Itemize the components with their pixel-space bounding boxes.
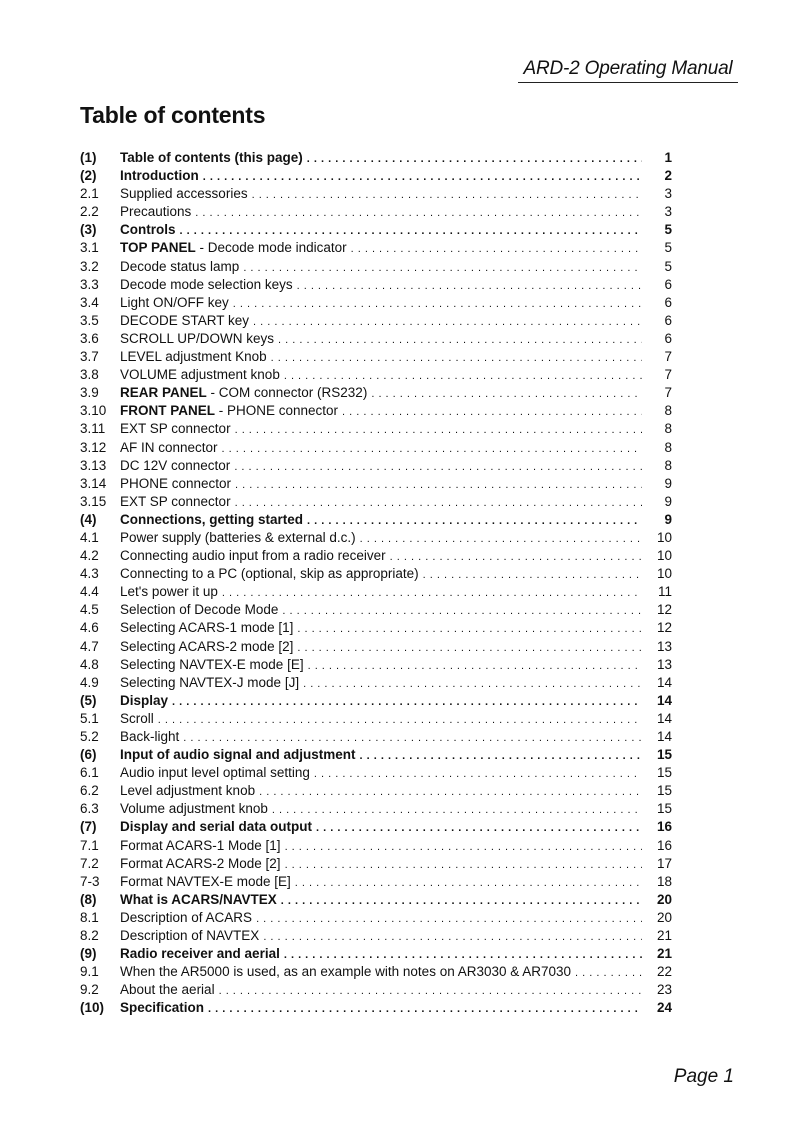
toc-entry[interactable]: [80, 259, 672, 277]
toc-entry-title: Connecting audio input from a radio receiver: [120, 548, 386, 564]
toc-entry-leader-dots: [575, 967, 642, 979]
toc-entry-leader-dots: [235, 479, 642, 491]
toc-entry-title: Power supply (batteries & external d.c.): [120, 529, 356, 545]
toc-entry-page: 7: [664, 349, 672, 365]
table-of-contents: [80, 150, 672, 1019]
toc-entry[interactable]: [80, 639, 672, 657]
toc-entry-number: 6.3: [80, 801, 99, 817]
toc-entry[interactable]: [80, 838, 672, 856]
toc-entry-page: 8: [664, 439, 672, 455]
toc-entry-page: 3: [664, 186, 672, 202]
toc-entry-title: EXT SP connector: [120, 421, 231, 437]
toc-entry-leader-dots: [271, 352, 642, 364]
toc-entry-title: Supplied accessories: [120, 186, 248, 202]
toc-entry-number: 3.10: [80, 403, 107, 419]
toc-entry-leader-dots: [234, 461, 642, 473]
toc-entry[interactable]: [80, 476, 672, 494]
toc-entry-page: 18: [656, 873, 672, 889]
toc-entry-number: 8.2: [80, 928, 99, 944]
toc-entry-number: (6): [80, 747, 97, 763]
toc-entry-number: 3.9: [80, 385, 99, 401]
toc-entry-title: Connecting to a PC (optional, skip as appropriate): [120, 566, 419, 582]
toc-entry-title-sub: - COM connector (RS232): [206, 385, 368, 401]
toc-entry-number: 3.14: [80, 475, 107, 491]
toc-entry[interactable]: [80, 277, 672, 295]
toc-entry-title: Volume adjustment knob: [120, 801, 268, 817]
toc-entry-title: Selecting NAVTEX-J mode [J]: [120, 674, 300, 690]
toc-entry-title: AF IN connector: [120, 439, 218, 455]
toc-entry[interactable]: [80, 584, 672, 602]
toc-entry-number: 2.1: [80, 186, 99, 202]
toc-entry-number: 3.6: [80, 330, 99, 346]
toc-entry[interactable]: [80, 856, 672, 874]
toc-entry-page: 5: [664, 258, 672, 274]
toc-entry-title-lead: TOP PANEL: [120, 240, 196, 256]
toc-entry-title: [120, 403, 338, 418]
toc-entry-title: Level adjustment knob: [120, 783, 256, 799]
toc-entry[interactable]: [80, 530, 672, 548]
toc-entry[interactable]: [80, 892, 672, 910]
running-header: [518, 58, 738, 83]
toc-entry-number: (5): [80, 692, 97, 708]
toc-entry-leader-dots: [180, 225, 643, 237]
toc-entry-title: Back-light: [120, 729, 180, 744]
toc-entry-page: 20: [656, 891, 672, 907]
toc-entry-page: 12: [656, 602, 672, 618]
toc-entry-leader-dots: [259, 786, 642, 798]
toc-entry-number: 8.1: [80, 909, 99, 925]
toc-entry-number: (9): [80, 946, 97, 962]
toc-entry-leader-dots: [252, 189, 642, 201]
toc-entry-number: 6.1: [80, 765, 99, 781]
toc-entry-number: 3.5: [80, 312, 99, 328]
toc-entry-leader-dots: [172, 696, 642, 708]
toc-entry-title: Format ACARS-1 Mode [1]: [120, 837, 281, 853]
toc-entry[interactable]: [80, 421, 672, 439]
toc-entry-number: 4.4: [80, 584, 99, 600]
toc-entry-title: Format ACARS-2 Mode [2]: [120, 855, 281, 871]
toc-entry-number: (10): [80, 1000, 105, 1016]
toc-entry-leader-dots: [203, 171, 642, 183]
toc-entry-page: 17: [656, 855, 672, 871]
toc-entry[interactable]: [80, 548, 672, 566]
toc-entry-number: (3): [80, 222, 97, 238]
toc-entry-page: 14: [656, 674, 672, 690]
toc-entry-number: 6.2: [80, 783, 99, 799]
toc-entry-title: Selecting ACARS-2 mode [2]: [120, 638, 294, 654]
toc-entry-leader-dots: [222, 443, 642, 455]
toc-entry-title: Display: [120, 692, 169, 708]
toc-entry[interactable]: [80, 693, 672, 711]
toc-entry-page: 23: [656, 982, 672, 998]
toc-entry-leader-dots: [222, 587, 642, 599]
toc-entry-title: [120, 240, 347, 255]
manual-title: ARD-2 Operating Manual: [523, 58, 733, 79]
toc-entry-page: 10: [656, 529, 672, 545]
toc-entry-page: 5: [664, 222, 672, 238]
toc-entry-title: Specification: [120, 1000, 205, 1016]
toc-entry-title: Display and serial data output: [120, 819, 313, 835]
toc-entry-number: (8): [80, 891, 97, 907]
toc-entry-leader-dots: [295, 877, 642, 889]
toc-entry[interactable]: [80, 946, 672, 964]
toc-entry-title: DC 12V connector: [120, 457, 231, 473]
toc-entry-page: 8: [664, 457, 672, 473]
toc-entry-page: 6: [664, 330, 672, 346]
toc-entry-title: [120, 385, 367, 400]
toc-entry[interactable]: [80, 602, 672, 620]
toc-entry-leader-dots: [233, 298, 642, 310]
toc-entry-number: 4.6: [80, 620, 99, 636]
toc-entry[interactable]: [80, 801, 672, 819]
toc-entry-title: Introduction: [120, 168, 199, 184]
toc-entry-title: Light ON/OFF key: [120, 294, 229, 310]
toc-entry[interactable]: [80, 729, 672, 747]
toc-entry-page: 15: [656, 765, 672, 781]
toc-entry-number: 5.2: [80, 729, 99, 744]
toc-entry-title-lead: FRONT PANEL: [120, 403, 215, 419]
toc-entry-leader-dots: [423, 569, 642, 581]
toc-entry-number: 9.2: [80, 982, 99, 998]
toc-entry-number: 4.1: [80, 529, 99, 545]
toc-entry-leader-dots: [308, 660, 642, 672]
toc-entry-leader-dots: [307, 515, 642, 527]
toc-entry-page: 15: [656, 801, 672, 817]
toc-entry-page: 15: [656, 783, 672, 799]
toc-entry-page: 9: [664, 493, 672, 509]
toc-entry-leader-dots: [282, 605, 642, 617]
toc-entry-number: 3.2: [80, 258, 99, 274]
toc-entry-leader-dots: [316, 822, 642, 834]
toc-entry-number: 3.4: [80, 294, 99, 310]
toc-entry-title: Decode status lamp: [120, 258, 240, 274]
toc-entry-title: Selecting ACARS-1 mode [1]: [120, 620, 294, 636]
toc-entry-leader-dots: [297, 280, 642, 292]
toc-entry-number: (4): [80, 511, 97, 527]
toc-entry-title: Decode mode selection keys: [120, 276, 293, 292]
toc-entry[interactable]: [80, 964, 672, 982]
toc-entry[interactable]: [80, 675, 672, 693]
toc-entry-page: 1: [664, 150, 672, 165]
toc-entry-leader-dots: [158, 714, 642, 726]
toc-entry-number: 4.3: [80, 566, 99, 582]
toc-entry-page: 20: [656, 909, 672, 925]
toc-entry[interactable]: [80, 711, 672, 729]
toc-entry-leader-dots: [183, 732, 642, 744]
toc-entry-title: Table of contents (this page): [120, 150, 303, 165]
toc-entry-title: Selecting NAVTEX-E mode [E]: [120, 656, 304, 672]
toc-entry[interactable]: [80, 186, 672, 204]
toc-entry-title: Audio input level optimal setting: [120, 765, 310, 781]
toc-entry-title: What is ACARS/NAVTEX: [120, 891, 277, 907]
toc-entry-title-lead: REAR PANEL: [120, 385, 207, 401]
toc-entry-title-sub: - Decode mode indicator: [195, 240, 347, 256]
toc-entry-title: EXT SP connector: [120, 493, 231, 509]
toc-entry-leader-dots: [235, 497, 642, 509]
toc-entry-title: Selection of Decode Mode: [120, 602, 279, 618]
toc-entry-leader-dots: [256, 913, 642, 925]
toc-entry-number: (7): [80, 819, 97, 835]
toc-entry-page: 11: [657, 584, 672, 600]
toc-entry-page: 22: [656, 964, 672, 980]
toc-entry[interactable]: [80, 657, 672, 675]
toc-entry-leader-dots: [208, 1003, 642, 1015]
toc-entry-number: 7.2: [80, 855, 99, 871]
toc-entry[interactable]: [80, 349, 672, 367]
toc-entry-page: 21: [656, 928, 672, 944]
toc-entry-number: 7.1: [80, 837, 99, 853]
toc-entry[interactable]: [80, 747, 672, 765]
toc-entry-page: 13: [656, 638, 672, 654]
toc-entry-leader-dots: [342, 406, 642, 418]
toc-entry[interactable]: [80, 819, 672, 837]
toc-entry-leader-dots: [284, 370, 642, 382]
toc-entry-leader-dots: [303, 678, 642, 690]
toc-entry-number: 3.12: [80, 439, 107, 455]
toc-entry-number: 3.11: [80, 421, 106, 437]
toc-entry-title: VOLUME adjustment knob: [120, 367, 280, 383]
toc-entry-title: Format NAVTEX-E mode [E]: [120, 873, 291, 889]
toc-entry-page: 21: [656, 946, 672, 962]
toc-entry-page: 9: [664, 475, 672, 491]
toc-entry-number: 4.2: [80, 548, 99, 564]
toc-entry-number: 3.3: [80, 276, 99, 292]
toc-entry-page: 9: [664, 511, 672, 527]
toc-entry-leader-dots: [285, 859, 642, 871]
toc-entry-page: 12: [656, 620, 672, 636]
toc-entry-title: Radio receiver and aerial: [120, 946, 280, 962]
toc-entry-title: Connections, getting started: [120, 511, 304, 527]
toc-entry-leader-dots: [297, 623, 642, 635]
toc-entry-number: 3.8: [80, 367, 99, 383]
toc-entry-leader-dots: [371, 388, 642, 400]
toc-entry-leader-dots: [219, 985, 642, 997]
toc-entry[interactable]: [80, 458, 672, 476]
toc-entry-leader-dots: [281, 895, 642, 907]
toc-entry[interactable]: [80, 494, 672, 512]
toc-entry-page: 15: [656, 747, 672, 763]
toc-entry-leader-dots: [263, 931, 642, 943]
toc-entry-page: 5: [664, 240, 672, 256]
toc-entry[interactable]: [80, 150, 672, 168]
toc-entry[interactable]: [80, 512, 672, 530]
toc-entry-page: 2: [664, 168, 672, 184]
toc-entry-number: 4.9: [80, 674, 99, 690]
toc-entry-page: 6: [664, 312, 672, 328]
toc-entry-number: 3.7: [80, 349, 99, 365]
toc-entry-title: Description of NAVTEX: [120, 928, 260, 944]
toc-entry[interactable]: [80, 783, 672, 801]
toc-entry-leader-dots: [390, 551, 642, 563]
toc-entry[interactable]: [80, 928, 672, 946]
toc-entry[interactable]: [80, 240, 672, 258]
toc-entry-page: 14: [656, 710, 672, 726]
toc-entry-title: Controls: [120, 222, 176, 238]
toc-entry-page: 24: [656, 1000, 672, 1016]
toc-entry-title: About the aerial: [120, 982, 215, 998]
toc-entry-title-sub: - PHONE connector: [215, 403, 339, 419]
toc-entry-number: 9.1: [80, 964, 99, 980]
toc-entry-page: 14: [656, 692, 672, 708]
toc-entry[interactable]: [80, 566, 672, 584]
toc-entry-title: LEVEL adjustment Knob: [120, 349, 267, 365]
toc-entry-leader-dots: [285, 841, 642, 853]
toc-entry-number: 4.8: [80, 656, 99, 672]
toc-entry-leader-dots: [360, 750, 643, 762]
toc-entry-page: 8: [664, 421, 672, 437]
toc-entry-page: 10: [656, 566, 672, 582]
toc-entry-page: 16: [656, 819, 672, 835]
toc-entry-title: Precautions: [120, 204, 192, 220]
toc-entry[interactable]: [80, 874, 672, 892]
toc-entry-leader-dots: [253, 316, 642, 328]
toc-entry-number: 4.5: [80, 602, 99, 618]
toc-entry[interactable]: [80, 440, 672, 458]
toc-entry-leader-dots: [297, 642, 642, 654]
toc-entry[interactable]: [80, 222, 672, 240]
toc-entry-number: (1): [80, 150, 97, 165]
toc-entry[interactable]: [80, 295, 672, 313]
toc-entry-number: 5.1: [80, 710, 99, 726]
toc-entry-leader-dots: [243, 262, 642, 274]
toc-entry-leader-dots: [284, 949, 642, 961]
toc-entry-page: 10: [656, 548, 672, 564]
toc-entry[interactable]: [80, 620, 672, 638]
toc-entry-leader-dots: [272, 804, 642, 816]
toc-entry[interactable]: [80, 910, 672, 928]
toc-entry-page: 6: [664, 294, 672, 310]
toc-entry-number: 3.1: [80, 240, 99, 256]
toc-entry-page: 3: [664, 204, 672, 220]
toc-entry[interactable]: [80, 367, 672, 385]
toc-entry-leader-dots: [195, 207, 642, 219]
toc-entry-leader-dots: [351, 243, 642, 255]
toc-entry-number: 2.2: [80, 204, 99, 220]
toc-entry-page: 16: [656, 837, 672, 853]
toc-entry-number: 3.15: [80, 493, 107, 509]
toc-entry[interactable]: [80, 765, 672, 783]
toc-entry-title: DECODE START key: [120, 312, 250, 328]
toc-entry-title: When the AR5000 is used, as an example with notes on AR3030 & AR7030: [120, 964, 572, 980]
toc-entry[interactable]: [80, 313, 672, 331]
toc-entry-number: 4.7: [80, 638, 99, 654]
toc-entry[interactable]: [80, 331, 672, 349]
toc-entry[interactable]: [80, 168, 672, 186]
toc-entry-page: 7: [664, 367, 672, 383]
toc-entry-leader-dots: [307, 153, 642, 165]
toc-entry-title: Description of ACARS: [120, 909, 253, 925]
toc-entry[interactable]: [80, 982, 672, 1000]
toc-entry-leader-dots: [278, 334, 642, 346]
toc-entry-leader-dots: [235, 424, 642, 436]
toc-entry-page: 8: [664, 403, 672, 419]
toc-entry-page: 13: [656, 656, 672, 672]
toc-entry[interactable]: [80, 204, 672, 222]
toc-entry-leader-dots: [314, 768, 642, 780]
toc-entry-page: 7: [664, 385, 672, 401]
page-title: Table of contents: [80, 102, 266, 128]
toc-entry-title: SCROLL UP/DOWN keys: [120, 330, 275, 346]
toc-entry[interactable]: [80, 403, 672, 421]
toc-entry-title: Input of audio signal and adjustment: [120, 747, 356, 763]
toc-entry-page: 6: [664, 276, 672, 292]
page-number: Page 1: [673, 1066, 734, 1087]
toc-entry-page: 14: [656, 729, 672, 744]
toc-entry-leader-dots: [360, 533, 642, 545]
toc-entry-title: Scroll: [120, 710, 154, 726]
toc-entry[interactable]: [80, 385, 672, 403]
toc-entry[interactable]: [80, 1000, 672, 1018]
toc-entry-title: Let's power it up: [120, 584, 218, 600]
toc-entry-title: PHONE connector: [120, 475, 232, 491]
toc-entry-number: 7-3: [80, 873, 100, 889]
toc-entry-number: 3.13: [80, 457, 107, 473]
toc-entry-number: (2): [80, 168, 97, 184]
